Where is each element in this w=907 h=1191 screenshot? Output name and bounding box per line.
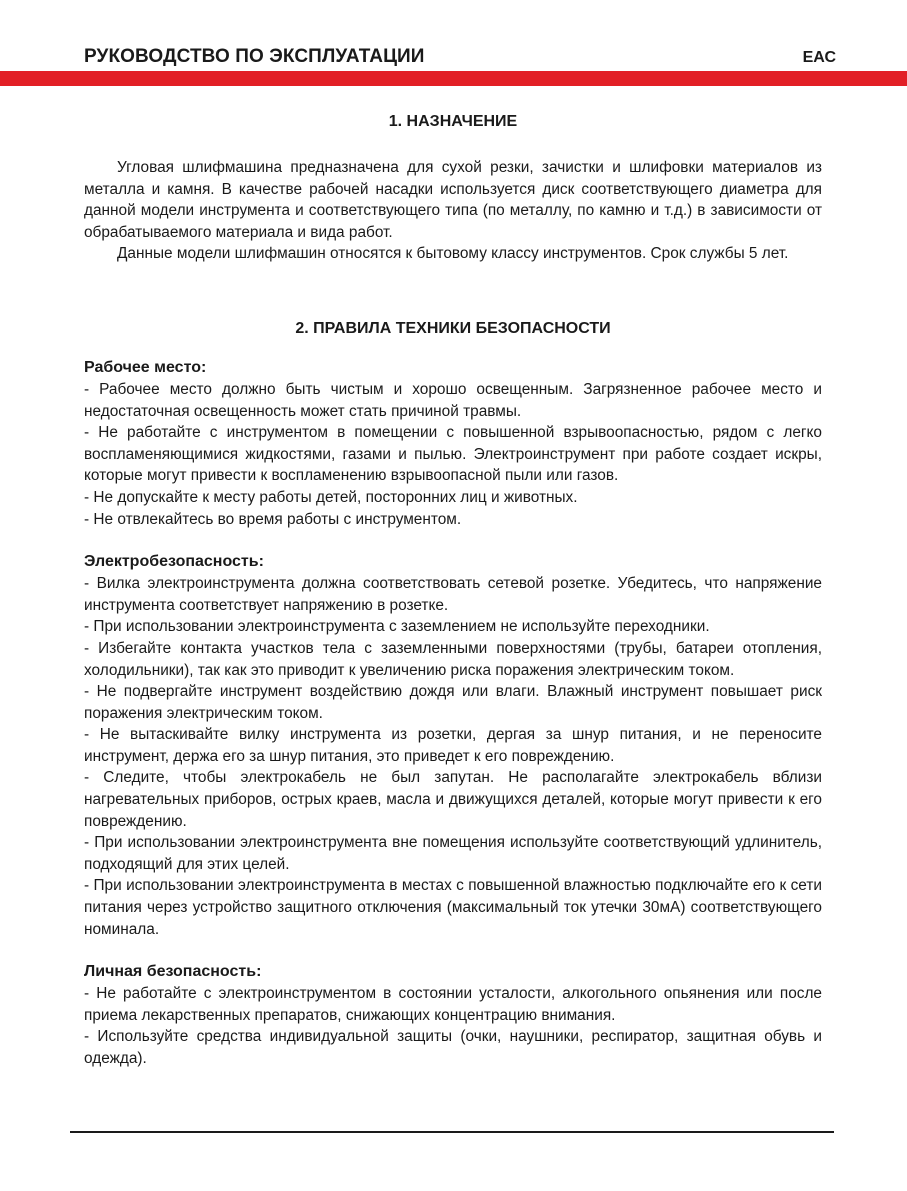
purpose-paragraph-1: Угловая шлифмашина предназначена для сухой резки, зачистки и шлифовки материалов из металла и камня. В качестве рабочей насадки используется диск соответствующего диаметра для данной модели инструмента и соответствующего типа (по металлу, по камню и т.д.) в зависимости от обрабатываемого материала и вида работ.: [84, 159, 822, 241]
purpose-paragraph-2: Данные модели шлифмашин относятся к бытовому классу инструментов. Срок службы 5 лет.: [117, 245, 789, 263]
document-header-title: РУКОВОДСТВО ПО ЭКСПЛУАТАЦИИ: [84, 46, 425, 67]
workplace-rule: - Рабочее место должно быть чистым и хорошо освещенным. Загрязненное рабочее место и недостаточная освещенность может стать причиной травмы.: [84, 380, 822, 420]
workplace-rule: - Не отвлекайтесь во время работы с инструментом.: [84, 510, 462, 528]
footer-rule: [70, 1131, 834, 1133]
personal-safety-rule: - Не работайте с электроинструментом в состоянии усталости, алкогольного опьянения или после приема лекарственных препаратов, снижающих концентрацию внимания.: [84, 985, 822, 1024]
section-2-heading: 2. ПРАВИЛА ТЕХНИКИ БЕЗОПАСНОСТИ: [295, 319, 611, 337]
electrical-safety-rule: - Следите, чтобы электрокабель не был запутан. Не располагайте электрокабель вблизи нагревательных приборов, острых краев, масла и движущихся деталей, которые могут привести к его повреждению.: [84, 769, 822, 830]
electrical-safety-rule: - При использовании электроинструмента в местах с повышенной влажностью подключайте его к сети питания через устройство защитного отключения (максимальный ток утечки 30мА) соответствующего номинала.: [84, 877, 822, 938]
electrical-safety-rule: - Не подвергайте инструмент воздействию дождя или влаги. Влажный инструмент повышает риск поражения электрическим током.: [84, 683, 822, 722]
electrical-safety-rule: - При использовании электроинструмента с заземлением не используйте переходники.: [84, 618, 710, 636]
workplace-subheading: Рабочее место:: [84, 358, 207, 376]
electrical-safety-rule: - Избегайте контакта участков тела с заземленными поверхностями (трубы, батареи отопления, холодильники), так как это приводит к увеличению риска поражения электрическим током.: [84, 639, 822, 679]
personal-safety-rule: - Используйте средства индивидуальной защиты (очки, наушники, респиратор, защитная обувь и одежда).: [84, 1028, 822, 1067]
electrical-safety-rule: - Не вытаскивайте вилку инструмента из розетки, дергая за шнур питания, и не переносите инструмент, держа его за шнур питания, это приведет к его повреждению.: [84, 726, 822, 765]
header-red-bar: [0, 71, 907, 86]
personal-safety-subheading: Личная безопасность:: [84, 963, 262, 981]
electrical-safety-rule: - Вилка электроинструмента должна соответствовать сетевой розетке. Убедитесь, что напряжение инструмента соответствует напряжению в розетке.: [84, 575, 822, 614]
eac-certification-mark: ЕАС: [802, 49, 836, 66]
workplace-rule: - Не работайте с инструментом в помещении с повышенной взрывоопасностью, рядом с легко воспламеняющимися жидкостями, газами и пылью. Электроинструмент при работе создает искры, которые могут привести к воспламенению взрывоопасной пыли или газов.: [84, 424, 822, 485]
electrical-safety-rule: - При использовании электроинструмента вне помещения используйте соответствующий удлинитель, подходящий для этих целей.: [84, 834, 822, 873]
electrical-safety-subheading: Электробезопасность:: [84, 553, 264, 571]
section-1-heading: 1. НАЗНАЧЕНИЕ: [388, 113, 518, 130]
page-content: [84, 108, 822, 1070]
workplace-rule: - Не допускайте к месту работы детей, посторонних лиц и животных.: [84, 488, 578, 506]
